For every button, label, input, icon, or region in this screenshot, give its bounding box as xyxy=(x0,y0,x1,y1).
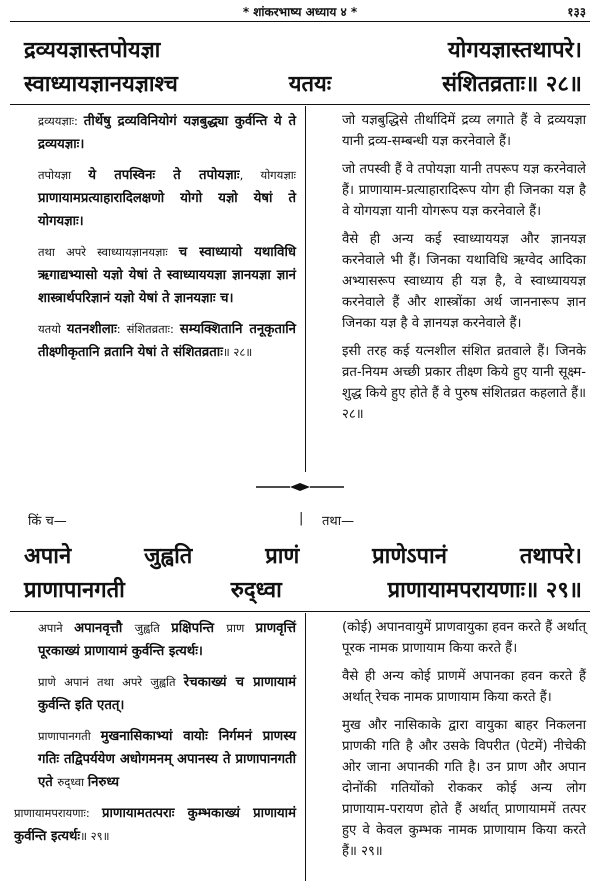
commentary-text: प्राण xyxy=(226,621,256,635)
verse-28 xyxy=(24,34,582,102)
running-header xyxy=(0,0,600,22)
commentary-text: प्राणापानगती xyxy=(38,729,101,743)
commentary-text: यतयो xyxy=(38,322,67,336)
connector-right: तथा— xyxy=(322,514,355,529)
verse-segment: यतयः xyxy=(288,72,332,97)
verse-28-line-2 xyxy=(24,68,582,102)
translation-paragraph: इसी तरह कई यत्नशील संशित व्रतवाले हैं। जिनके व्रत-नियम अच्छी प्रकार तीक्ष्ण किये हुए यानी सूक्ष्म-शुद्ध किये हुए होते हैं वे पुरुष संशितव्रत कहलाते हैं॥ २८॥ xyxy=(342,344,586,422)
commentary-bold-text: यतनशीलाः xyxy=(66,322,117,337)
commentary-paragraph xyxy=(14,671,296,717)
commentary-bold-text: प्राणायामतत्पराः कुम्भकाख्यं प्राणायामं कुर्वन्ति इत्यर्थः xyxy=(14,806,296,844)
commentary-bold-text: तीर्थेषु द्रव्यविनियोगं यज्ञबुद्ध्या कुर्वन्ति ये ते द्रव्ययज्ञाः। xyxy=(38,114,296,152)
translation-paragraph: वैसे ही अन्य कोई प्राणमें अपानका हवन करते हैं अर्थात् रेचक नामक प्राणायाम किया करते हैं। xyxy=(342,669,586,705)
translation-paragraph: जो यज्ञबुद्धिसे तीर्थादिमें द्रव्य लगाते हैं वे द्रव्ययज्ञा यानी द्रव्य-सम्बन्धी यज्ञ करनेवाले हैं। xyxy=(342,113,586,149)
verse-segment: अपाने xyxy=(24,544,72,569)
commentary-bold-text: अपानवृत्तौ xyxy=(74,621,135,636)
commentary-bold-text: ये तपस्विनः ते तपोयज्ञाः xyxy=(88,168,240,183)
commentary-text: प्राणायामपरायणाः: xyxy=(14,806,102,820)
commentary-paragraph xyxy=(14,164,296,233)
commentary-text: : संशितव्रताः: xyxy=(116,322,180,336)
connector-bar: | xyxy=(299,511,304,526)
commentary-text: , योगयज्ञाः xyxy=(239,168,296,182)
commentary-text: ॥ २९॥ xyxy=(80,829,110,843)
commentary-bold-text: मुखनासिकाभ्यां वायोः निर्गमनं प्राणस्य गतिः तद्विपर्ययेण अधोगमनम् अपानस्य ते प्राणापानगती एते xyxy=(38,729,296,790)
translation-paragraph: जो तपस्वी हैं वे तपोयज्ञा यानी तपरूप यज्ञ करनेवाले हैं। प्राणायाम-प्रत्याहारादिरूप योग ही जिनका यज्ञ है वे योगयज्ञा यानी योगरूप यज्ञ करनेवाले हैं। xyxy=(342,162,586,219)
verse-segment: योगयज्ञास्तथापरे। xyxy=(447,38,582,63)
ornament-divider xyxy=(256,482,344,492)
commentary-paragraph xyxy=(14,318,296,364)
commentary-bold-text: रेचकाख्यं च प्राणायामं कुर्वन्ति इति एतत्। xyxy=(38,675,296,713)
verse-segment: प्राणायामपरायणाः॥ २९॥ xyxy=(387,578,582,603)
commentary-bold-text: निरुध्य xyxy=(87,775,119,790)
commentary-text: ॥ २८॥ xyxy=(222,345,253,359)
header-rule xyxy=(10,21,590,22)
verse-segment: प्राणं xyxy=(265,544,300,569)
translation-28 xyxy=(318,110,586,432)
commentary-bold-text: सम्यक्शितानि तनूकृतानि तीक्ष्णीकृतानि व्रतानि येषां ते संशितव्रताः xyxy=(38,322,296,360)
page-number: १३३ xyxy=(567,5,586,19)
verse-segment: संशितव्रताः॥ २८॥ xyxy=(442,72,582,97)
commentary-bold-text: प्राणवृत्तिं पूरकाख्यं प्राणायामं कुर्वन्ति इत्यर्थः। xyxy=(38,621,296,659)
commentary-text: तथा अपरे स्वाध्यायज्ञानयज्ञाः xyxy=(38,245,179,259)
translation-paragraph: मुख और नासिकाके द्वारा वायुका बाहर निकलना प्राणकी गति है और उसके विपरीत (पेटमें) नीचेकी ओर जाना अपानकी गति है। उन प्राण और अपान दोनोंकी गतियोंको रोककर कोई अन्य लोग प्राणायाम-परायण होते हैं अर्थात् प्राणायाममें तत्पर हुए वे केवल कुम्भक नामक प्राणायाम किया करते हैं॥ २९॥ xyxy=(342,718,586,859)
verse-29-line-1 xyxy=(24,540,582,574)
verse-segment: रुद्ध्वा xyxy=(230,578,282,603)
commentary-paragraph xyxy=(14,802,296,848)
verse-segment: प्राणापानगती xyxy=(24,578,125,603)
verse-segment: तथापरे। xyxy=(519,544,582,569)
header-title: * शांकरभाष्य अध्याय ४ * xyxy=(242,5,358,19)
verse-29-line-2 xyxy=(24,574,582,608)
connector-left: किं च— xyxy=(28,514,67,529)
column-divider xyxy=(305,106,306,472)
translation-paragraph: वैसे ही अन्य कई स्वाध्याययज्ञ और ज्ञानयज्ञ करनेवाले भी हैं। जिनका यथाविधि ऋग्वेद आदिका अभ्यासरूप स्वाध्याय ही यज्ञ है, वे स्वाध्याययज्ञ करनेवाले हैं और शास्त्रोंका अर्थ जाननारूप ज्ञान जिनका यज्ञ है वे ज्ञानयज्ञ करनेवाले हैं। xyxy=(342,232,586,331)
commentary-text: प्राणे अपानं तथा अपरे जुह्वति xyxy=(38,675,184,689)
translation-29 xyxy=(318,617,586,869)
verse-29-rule xyxy=(10,611,590,612)
verse-28-line-1 xyxy=(24,34,582,68)
commentary-paragraph xyxy=(14,617,296,663)
commentary-bold-text: प्राणायामप्रत्याहारादिलक्षणो योगो यज्ञो येषां ते योगयज्ञाः। xyxy=(38,191,296,229)
translation-paragraph: (कोई) अपानवायुमें प्राणवायुका हवन करते हैं अर्थात् पूरक नामक प्राणायाम किया करते हैं। xyxy=(342,620,586,656)
commentary-29 xyxy=(14,617,296,856)
verse-28-rule xyxy=(10,104,590,105)
verse-segment: जुह्वति xyxy=(144,544,193,569)
verse-segment: स्वाध्यायज्ञानयज्ञाश्च xyxy=(24,72,178,97)
verse-segment: द्रव्ययज्ञास्तपोयज्ञा xyxy=(24,38,161,63)
column-divider xyxy=(305,613,306,881)
verse-29 xyxy=(24,540,582,608)
commentary-paragraph xyxy=(14,241,296,310)
commentary-28 xyxy=(14,110,296,372)
commentary-text: अपाने xyxy=(38,621,75,635)
commentary-text: तपोयज्ञा xyxy=(38,168,89,182)
commentary-bold-text: प्रक्षिपन्ति xyxy=(171,621,227,636)
verse-segment: प्राणेऽपानं xyxy=(372,544,447,569)
commentary-paragraph xyxy=(14,725,296,794)
commentary-text: जुह्वति xyxy=(134,621,172,635)
commentary-bold-text: च स्वाध्यायो यथाविधि ऋगाद्यभ्यासो यज्ञो येषां ते स्वाध्याययज्ञा ज्ञानयज्ञा ज्ञानं शास्त्रार्थपरिज्ञानं यज्ञो येषां ते ज्ञानयज्ञाः च। xyxy=(38,245,296,306)
commentary-text: द्रव्ययज्ञाः: xyxy=(38,114,84,128)
commentary-text: रुद्ध्वा xyxy=(57,775,88,789)
commentary-paragraph xyxy=(14,110,296,156)
